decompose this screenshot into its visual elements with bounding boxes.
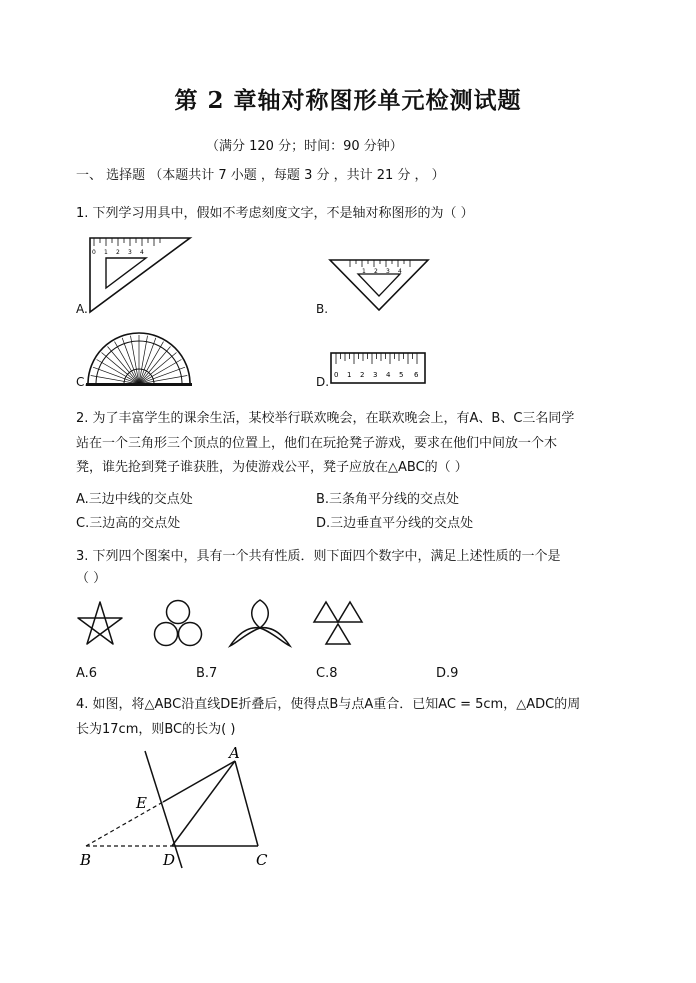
q1-stem: 1. 下列学习用具中，假如不考虑刻度文字，不是轴对称图形的为（ ） xyxy=(76,206,474,221)
star-icon xyxy=(76,600,124,648)
q3-line-1: 3. 下列四个图案中，具有一个共有性质．则下面四个数字中，满足上述性质的一个是 xyxy=(76,549,561,564)
point-e-label: E xyxy=(136,794,147,812)
isosceles-set-square-icon xyxy=(328,258,430,314)
tick-label: 6 xyxy=(414,371,419,379)
q2-line-2: 站在一个三角形三个顶点的位置上，他们在玩抢凳子游戏，要求在他们中间放一个木 xyxy=(76,436,558,451)
tick-label: 2 xyxy=(360,371,365,379)
three-petals-icon xyxy=(228,598,292,650)
tick-label: 4 xyxy=(386,371,391,379)
tick-label: 4 xyxy=(140,249,144,256)
point-d-label: D xyxy=(163,851,176,869)
tick-label: 2 xyxy=(116,249,120,256)
q1-option-b: B. xyxy=(316,302,329,316)
q4-line-1: 4. 如图，将△ABC沿直线DE折叠后，使得点B与点A重合．已知AC = 5cm，△ADC的周 xyxy=(76,697,581,712)
q3-option-d: D.9 xyxy=(436,666,459,681)
three-circles-icon xyxy=(152,598,204,650)
q3-option-a: A.6 xyxy=(76,666,98,681)
tick-label: 4 xyxy=(398,268,402,275)
tick-label: 1 xyxy=(104,249,108,256)
q1-option-a: A. xyxy=(76,302,88,316)
tick-label: 3 xyxy=(373,371,378,379)
q1-option-d: D. xyxy=(316,375,330,389)
fold-triangle-diagram xyxy=(70,745,300,875)
q2-option-b: B.三条角平分线的交点处 xyxy=(316,492,460,507)
three-triangles-icon xyxy=(312,600,364,648)
ruler-icon xyxy=(330,352,426,384)
subtitle: （满分 120 分；时间：90 分钟） xyxy=(206,139,403,154)
section-heading: 一、 选择题 （本题共计 7 小题 ，每题 3 分 ，共计 21 分 ， ） xyxy=(76,168,445,183)
tick-label: 0 xyxy=(334,371,339,379)
point-a-label: A xyxy=(229,744,240,762)
q2-line-3: 凳，谁先抢到凳子谁获胜，为使游戏公平，凳子应放在△ABC的（ ） xyxy=(76,460,468,475)
tick-label: 1 xyxy=(362,268,366,275)
q2-option-a: A.三边中线的交点处 xyxy=(76,492,193,507)
point-c-label: C xyxy=(256,851,268,869)
q2-option-c: C.三边高的交点处 xyxy=(76,516,181,531)
set-square-icon xyxy=(86,236,196,316)
q4-line-2: 长为17cm，则BC的长为( ) xyxy=(76,722,236,737)
point-b-label: B xyxy=(80,851,92,869)
q3-option-c: C.8 xyxy=(316,666,338,681)
protractor-icon xyxy=(86,330,192,386)
tick-label: 3 xyxy=(128,249,132,256)
page-title: 第 2 章轴对称图形单元检测试题 xyxy=(174,87,522,114)
q3-option-b: B.7 xyxy=(196,666,218,681)
tick-label: 1 xyxy=(347,371,352,379)
tick-label: 3 xyxy=(386,268,390,275)
tick-label: 0 xyxy=(92,249,96,256)
q1-option-c: C. xyxy=(76,375,89,389)
q2-option-d: D.三边垂直平分线的交点处 xyxy=(316,516,474,531)
q3-line-2: （ ） xyxy=(76,571,107,586)
tick-label: 2 xyxy=(374,268,378,275)
q2-line-1: 2. 为了丰富学生的课余生活，某校举行联欢晚会，在联欢晚会上，有A、B、C三名同学 xyxy=(76,411,575,426)
tick-label: 5 xyxy=(399,371,404,379)
